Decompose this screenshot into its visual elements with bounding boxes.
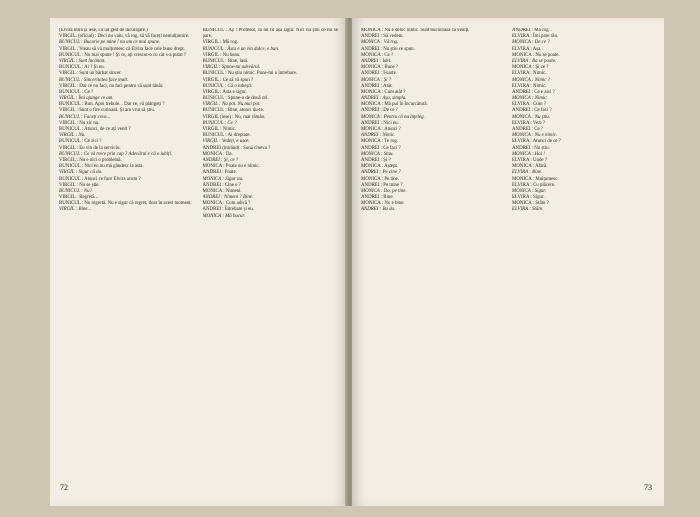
dialogue-line: ANDREI : Pe mine ? [361,182,403,188]
dialogue-line: BUNICUL : Ai ? Și eu. [59,65,105,71]
dialogue-line: BUNICUL : Bine, lasă. [202,58,249,64]
left-column-1 [59,28,195,472]
dialogue-line: BUNICUL : Bun. Apoi trebuie... Dar ce, vă plângeți ? [59,102,165,108]
dialogue-line: ANDREI : De ce ? [361,108,398,114]
dialogue-line: MONICA : Mă bucur. [202,213,246,219]
dialogue-line: BUNICUL : Atunci ce face Elvira acum ? [59,176,141,182]
dialogue-line: MONICA : Da, pe tine. [361,188,407,194]
dialogue-line: MONICA : Cum atât ? [361,89,406,95]
dialogue-line: ANDREI : Ce ? [512,127,544,132]
dialogue-line: MONICA : Te rog. [361,139,399,145]
dialogue-line: VIRGIL : Nu se știe. [59,182,100,188]
dialogue-line: ANDREI : Întrebam și eu. [202,207,254,213]
dialogue-line: BUNICUL : Bucurie pe mine ! nu am ce mai spune. [59,40,161,46]
dialogue-line: ELVIRA : Ba se poate. [512,58,557,64]
dialogue-line: ELVIRA : Nimic. [512,71,547,77]
dialogue-line: ANDREI : Poate. [202,170,237,176]
dialogue-line: BUNICUL : Ai dreptate. [202,133,251,139]
dialogue-line: VIRGIL : Asta e sigur. [202,89,247,95]
dialogue-line: ANDREI : Nimeni ? Bine. [202,195,254,201]
right-page [352,18,664,506]
right-page-columns [361,28,655,472]
dialogue-line: MONICA : Poate nu e nimic. [202,164,260,170]
dialogue-line: ANDREI : Pe cine ? [361,170,401,176]
dialogue-line: VIRGIL : Sunt încântat. [59,58,106,64]
dialogue-line: MONICA : Afară. [512,164,548,170]
dialogue-line: MONICA : Nu se poate. [512,52,560,58]
dialogue-line: VIRGIL : Vreau să vă mulțumesc că Elvira face cele bune drept. [59,46,185,52]
dialogue-line: ANDREI : Nici eu. [361,120,399,126]
dialogue-line: ANDREI (intrând) : Sună cineva ? [202,145,271,151]
dialogue-line: VIRGIL : Mă rog. [202,40,239,46]
dialogue-line: MONICA : Nu e nimic. [512,133,558,139]
dialogue-line: VIRGIL : Vedeți, e ușor. [202,139,250,145]
dialogue-line: MONICA : Hai ! [512,151,545,157]
dialogue-line: BUNICUL : Ăsta e un vin dulce, e bun. [202,46,280,52]
left-column-2 [203,28,339,472]
right-column-1 [361,28,504,472]
dialogue-line: VIRGIL. (oficial) : Deci nu vaiu, vă rog, să vă faceți nemulțumire. [59,34,190,40]
dialogue-line: ELVIRA : Unde ? [512,157,547,163]
dialogue-line: VIRGIL : Îmi ajunge ce am. [59,96,114,102]
dialogue-line: BUNICUL : Sinceritatea face mult. [59,77,129,83]
dialogue-line: MONICA : De ce ? [512,40,550,46]
dialogue-line: BUNICUL : Aș ! Profesor, să nu fii așa sigur. Nici nu știu ce mi se pare. [202,28,338,40]
dialogue-line: ELVIRA : Bine. [512,170,543,176]
dialogue-line: ANDREI : Nimic. [361,133,396,139]
dialogue-line: VIRGIL : Nu e nici o problemă. [59,157,122,163]
dialogue-line: (Elvira intră și iese, cu un gest de incurajare.) [59,28,148,33]
dialogue-line: MONICA : Nimic. [512,96,548,102]
dialogue-line: MONICA : Nimeni. [202,188,242,194]
dialogue-line: MONICA : Bune ? [361,65,399,71]
dialogue-line: ANDREI : Ce e aici ? [512,89,555,95]
dialogue-line: BUNICUL : Că o iubești. [202,83,253,89]
dialogue-line: BUNICUL : Atunci, de ce ați venit ? [59,127,131,132]
dialogue-line: BUNICUL : Ce vă trece prin cap ? Adevărul e că o iubiți. [59,151,173,157]
dialogue-line: MONICA : Nu știu. [512,114,550,120]
dialogue-line: VIRGIL : Regretă... [59,195,99,201]
dialogue-line: BUNICUL : Nici eu nu mă gândesc la asta. [59,164,144,170]
dialogue-line: MONICA : Vă rog. [361,40,399,46]
dialogue-line: ANDREI : Nu știu. [512,145,550,151]
dialogue-line: ELVIRA : Stăm. [512,207,544,213]
dialogue-line: MONICA : Mă pui în încurcătură. [361,102,428,108]
dialogue-line: MONICA : Pe tine. [361,176,400,182]
dialogue-line: MONICA : Mulțumesc. [512,176,559,182]
dialogue-line: VIRGIL : Bine... [59,207,92,213]
dialogue-line: VIRGIL : Nimic. [202,127,237,132]
page-number-right: 73 [644,483,652,492]
dialogue-line: ANDREI : Și, ce ? [202,157,239,163]
dialogue-line: MONICA : Cum adică ? [202,201,251,207]
dialogue-line: BUNICUL : Ce zici ? [59,139,102,145]
page-number-left: 72 [60,483,68,492]
dialogue-line: BUNICUL : Spune-o de două ori. [202,96,269,102]
dialogue-line: BUNICUL : Nu? [59,188,93,194]
dialogue-line: ANDREI : Ce faci ? [361,145,401,151]
dialogue-line: ANDREI : Și ? [361,157,391,163]
dialogue-line: MONICA : Stau. [361,151,394,157]
dialogue-line: MONICA : Și ? [361,77,392,83]
dialogue-line: ANDREI : Așa, simplu. [361,96,407,102]
dialogue-line: MONICA : Stăm ? [512,201,549,207]
dialogue-line: ANDREI : Idei. [361,58,392,64]
dialogue-line: VIRGIL : Sunt o fire curioasă. Și am vrut să știu. [59,108,155,114]
dialogue-line: VIRGIL : Ce să vă spun ? [202,77,254,83]
dialogue-line: BUNICUL : Ce ? [59,89,94,95]
dialogue-line: ELVIRA : Atunci de ce ? [512,139,561,145]
dialogue-line: MONICA : Și ce ? [512,65,549,71]
dialogue-line: ELVIRA : Vezi ? [512,120,546,126]
left-page [50,18,347,506]
dialogue-line: MONICA : Nu e deloc nimic. Sunt bucuroasă că veniți. [361,28,470,33]
dialogue-line: ANDREI : Cine e ? [202,182,241,188]
dialogue-line: ELVIRA : Îmi pare rău. [512,34,559,40]
left-page-columns [59,28,338,472]
dialogue-line: VIRGIL : Nu. [59,133,86,139]
dialogue-line: VIRGIL : Sigur că da. [59,170,103,176]
dialogue-line: ANDREI : Nu știu ce spun. [361,46,415,52]
dialogue-line: MONICA : Sigur. [512,188,547,194]
dialogue-line: VIRGIL : Sunt un bărbat sincer. [59,71,122,77]
dialogue-line: BUNICUL : Faceți ceva... [59,114,111,120]
dialogue-line: MONICA : Atunci ? [361,127,401,132]
dialogue-line: ELVIRA : Sigur. [512,195,545,201]
dialogue-line: MONICA : Pentru că nu înțeleg. [361,114,425,120]
dialogue-line: ANDREI : Să vedem. [361,34,404,40]
dialogue-line: BUNICUL : Ce ? [202,120,237,126]
dialogue-line: VIRGIL : Nu zic nu. [59,120,100,126]
dialogue-line: VIRGIL : Spune-mi adevărul. [202,65,261,71]
right-column-2 [512,28,655,472]
dialogue-line: ANDREI : Foarte. [361,71,397,77]
dialogue-line: ELVIRA : Așa. [512,46,542,52]
dialogue-line: VIRGIL : Eu vin de la serviciu. [59,145,121,151]
dialogue-line: ANDREI : Atât. [361,83,393,89]
dialogue-line: MONICA : Aștept. [361,164,399,170]
dialogue-line: ELVIRA : Cu plăcere. [512,182,556,188]
dialogue-line: BUNICUL : Bine, atunci du-te. [202,108,264,114]
dialogue-line: VIRGIL : Nu pot. Nu mai pot. [202,102,261,108]
dialogue-line: MONICA : Ce ? [361,52,394,58]
dialogue-line: VIRGIL (iese) : Nu, mai rămân. [202,114,266,120]
dialogue-line: BUNICUL : Nu mai spune ! Și ce, ați crescut-o cu cât s-a putut ? [59,52,187,58]
dialogue-line: ANDREI : Bine. [361,195,394,201]
dialogue-line: ELVIRA : Cum ? [512,102,546,108]
dialogue-line: BUNICUL : Nu știu nimic. Pune-mi o întrebare. [202,71,297,77]
dialogue-line: ANDREI : Ce faci ? [512,108,552,114]
dialogue-line: ANDREI : Ba da. [361,207,396,213]
dialogue-line: BUNICUL : Nu regretă. Nu e sigur că regret, doar în acest moment. [59,201,192,207]
dialogue-line: VIRGIL : Dar ce nu faci, nu faci pentru că sunt tânăr. [59,83,164,89]
dialogue-line: VIRGIL : Nu beau. [202,52,241,58]
dialogue-line: MONICA : Nu e bine. [361,201,405,207]
dialogue-line: MONICA : Sigur nu. [202,176,244,182]
dialogue-line: MONICA : Nimic ? [512,77,551,83]
dialogue-line: MONICA : Da. [202,151,233,157]
dialogue-line: ELVIRA : Nimic. [512,83,547,89]
dialogue-line: ANDREI : Mă rog. [512,28,550,33]
